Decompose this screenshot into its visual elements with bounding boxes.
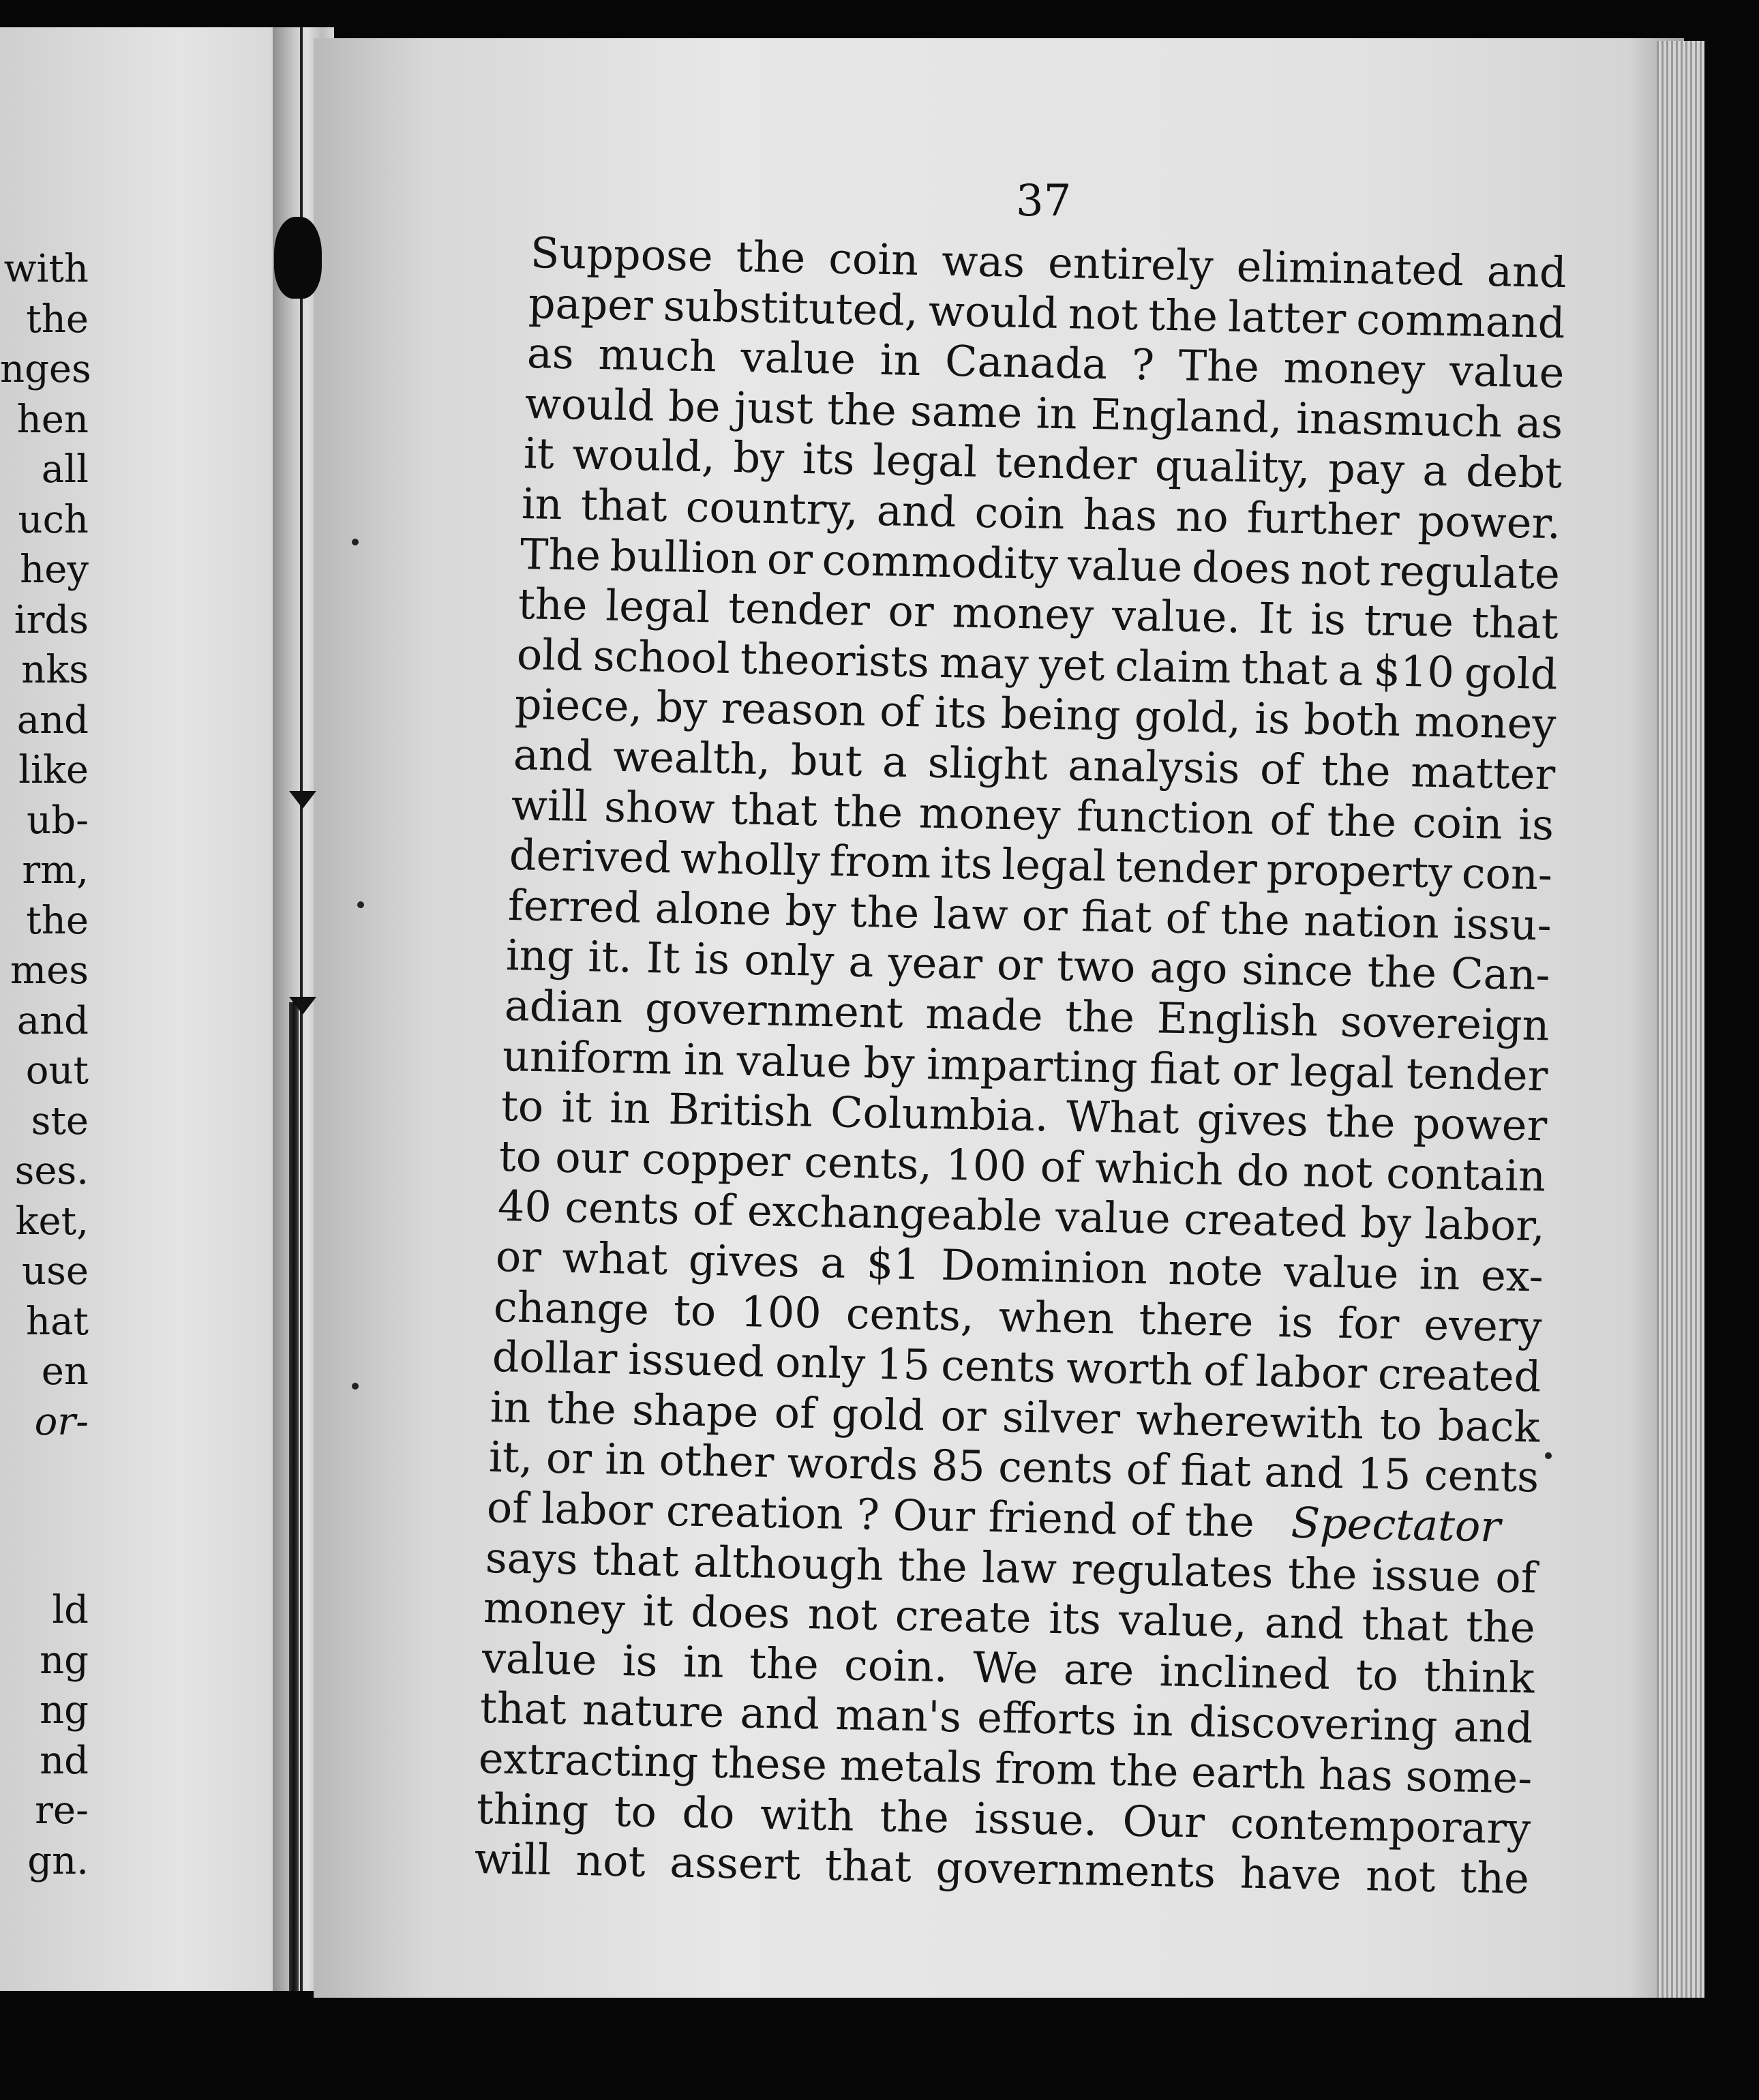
text-line: as much value in Canada ? The money value <box>526 328 1565 398</box>
left-page-fragment: nd <box>40 1738 89 1783</box>
text-line: The bullion or commodity value does not regulate <box>519 528 1561 599</box>
speck <box>1545 1452 1552 1459</box>
left-page-fragment: ld <box>52 1588 89 1632</box>
left-page-fragment: irds <box>14 597 89 642</box>
left-page-fragment: like <box>18 748 89 792</box>
text-line: piece, by reason of its being gold, is both money <box>514 679 1557 749</box>
text-line: of labor creation ? Our friend of the Spectator <box>486 1482 1501 1552</box>
left-page-fragment: use <box>22 1249 89 1293</box>
left-page-fragment: uch <box>18 497 89 542</box>
left-page-fragment: ket, <box>15 1199 89 1244</box>
left-page-fragment: the <box>26 297 89 342</box>
text-line: to our copper cents, 100 of which do not contain <box>498 1130 1546 1201</box>
left-page-fragment: ses. <box>14 1149 89 1193</box>
text-line: ing it. It is only a year or two ago since the Can- <box>505 930 1551 1000</box>
text-line: money it does not create its value, and that the <box>483 1582 1536 1653</box>
left-page <box>0 27 300 1991</box>
text-line: extracting these metals from the earth has some- <box>477 1733 1533 1803</box>
left-page-fragment: all <box>41 447 89 492</box>
left-page-fragment: or- <box>34 1399 89 1444</box>
text-line: or what gives a $1 Dominion note value in ex- <box>495 1231 1544 1302</box>
left-page-fragment: rm, <box>22 848 89 892</box>
text-line: 40 cents of exchangeable value created by labor, <box>496 1181 1546 1251</box>
left-page-fragment: mes <box>10 948 89 993</box>
left-page-fragment: nks <box>21 648 89 692</box>
text-line: value is in the coin. We are inclined to think <box>481 1632 1535 1703</box>
text-line: will show that the money function of the coin is <box>511 779 1554 850</box>
text-line: old school theorists may yet claim that a $10 gold <box>515 629 1558 700</box>
speck <box>352 539 359 545</box>
left-page-text-lower <box>0 1585 89 1886</box>
text-line: would be just the same in England, inasmuch as <box>524 378 1564 449</box>
left-page-fragment: gn. <box>27 1838 89 1883</box>
left-page-fragment: ub- <box>27 798 89 843</box>
text-line: ferred alone by the law or fiat of the nation issu- <box>507 880 1552 950</box>
text-line: in the shape of gold or silver wherewith to back <box>490 1381 1541 1452</box>
text-line: it, or in other words 85 cents of fiat and 15 cents <box>488 1432 1539 1502</box>
left-page-fragment: with <box>3 247 89 291</box>
speck <box>352 1383 359 1390</box>
page-number: 37 <box>1016 176 1072 226</box>
text-line: and wealth, but a slight analysis of the matter <box>512 730 1556 800</box>
left-page-fragment: hen <box>16 397 89 442</box>
left-page-fragment: and <box>16 698 89 742</box>
text-line: Suppose the coin was entirely eliminated and <box>530 228 1567 298</box>
text-line: that nature and man's efforts in discovering and <box>479 1683 1534 1754</box>
left-page-fragment: en <box>41 1349 89 1394</box>
left-page-text-upper <box>0 244 89 1447</box>
text-line: paper substituted, would not the latter command <box>528 278 1566 348</box>
left-page-fragment: ng <box>40 1638 89 1683</box>
speck <box>357 901 364 908</box>
binding-hole <box>274 217 322 299</box>
page-edges <box>1657 41 1704 1998</box>
text-line: will not assert that governments have not the <box>474 1833 1530 1904</box>
text-line: adian government made the English sovereign <box>504 980 1550 1051</box>
text-line: says that although the law regulates the issue of <box>484 1532 1537 1603</box>
left-page-fragment: ng <box>40 1688 89 1732</box>
text-line: change to 100 cents, when there is for every <box>493 1281 1543 1352</box>
left-page-fragment: and <box>16 998 89 1043</box>
left-page-fragment: the <box>26 898 89 943</box>
left-page-fragment: ste <box>31 1098 89 1143</box>
left-page-fragment: nges <box>0 347 91 391</box>
left-page-fragment: out <box>25 1049 89 1093</box>
binding-thread <box>289 1002 299 1991</box>
text-line: the legal tender or money value. It is true that <box>517 579 1559 649</box>
text-line: thing to do with the issue. Our contemporary <box>476 1783 1531 1854</box>
text-line: dollar issued only 15 cents worth of labor created <box>492 1332 1542 1402</box>
left-page-fragment: hat <box>26 1299 89 1344</box>
text-line: derived wholly from its legal tender property con- <box>509 830 1553 900</box>
text-line: uniform in value by imparting fiat or legal tender <box>502 1030 1549 1101</box>
left-page-fragment: hey <box>20 548 89 592</box>
left-page-fragment: re- <box>35 1788 89 1833</box>
text-line: it would, by its legal tender quality, pay a debt <box>523 428 1563 498</box>
text-line: to it in British Columbia. What gives the power <box>500 1081 1548 1151</box>
text-line: in that country, and coin has no further power. <box>521 479 1561 549</box>
